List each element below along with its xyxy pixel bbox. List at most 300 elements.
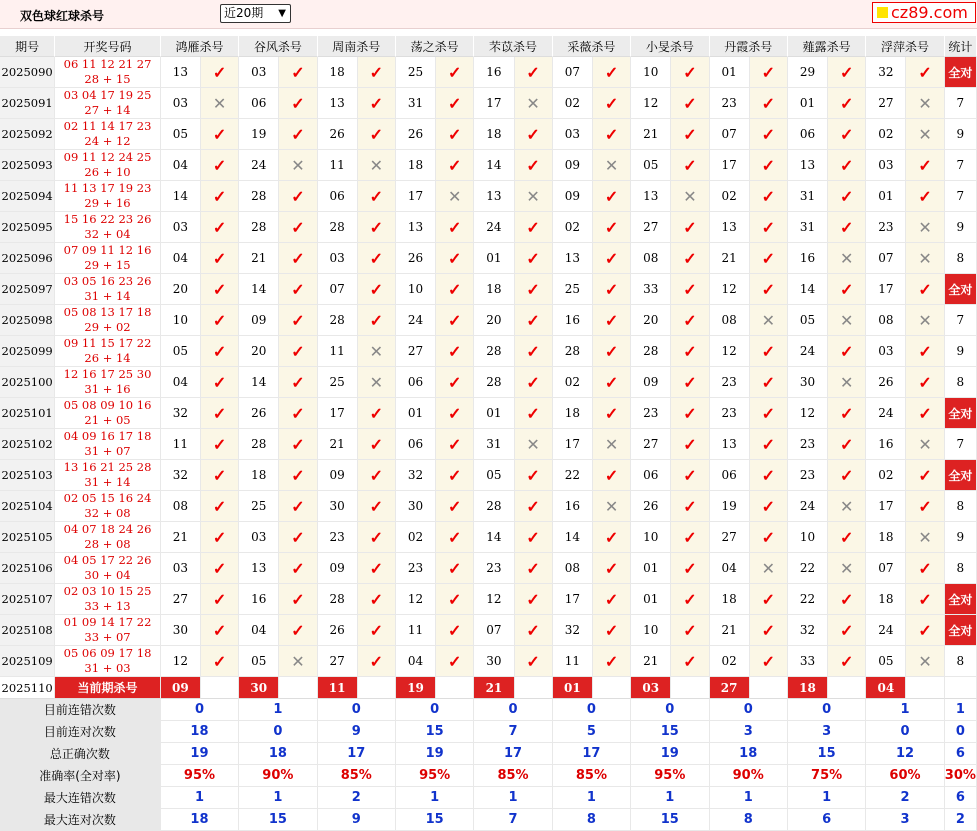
cross-icon: ✕ — [593, 150, 631, 181]
empty-cell — [906, 677, 944, 699]
summary-value: 15 — [396, 809, 474, 831]
summary-value: 3 — [866, 809, 944, 831]
check-icon: ✓ — [828, 646, 866, 677]
check-icon: ✓ — [515, 584, 553, 615]
kill-number-cell: 24 — [474, 212, 514, 243]
kill-number-cell: 20 — [631, 305, 671, 336]
kill-number-cell: 33 — [788, 646, 828, 677]
kill-number-cell: 28 — [631, 336, 671, 367]
kill-number-cell: 23 — [710, 88, 750, 119]
table-row — [0, 646, 977, 677]
check-icon: ✓ — [750, 398, 788, 429]
table-row — [0, 522, 977, 553]
kill-number-cell: 26 — [396, 243, 436, 274]
cross-icon: ✕ — [279, 150, 317, 181]
kill-number-cell: 17 — [553, 584, 593, 615]
check-icon: ✓ — [671, 88, 709, 119]
kill-number-cell: 14 — [553, 522, 593, 553]
kill-number-cell: 18 — [553, 398, 593, 429]
kill-number-cell: 13 — [710, 429, 750, 460]
summary-value: 0 — [631, 699, 709, 721]
check-icon: ✓ — [906, 150, 944, 181]
kill-number-cell: 03 — [318, 243, 358, 274]
empty-cell — [279, 677, 317, 699]
col-header-expert[interactable]: 芣苡杀号 — [474, 36, 552, 57]
check-icon: ✓ — [593, 88, 631, 119]
check-icon: ✓ — [279, 336, 317, 367]
summary-value: 1 — [239, 699, 317, 721]
check-icon: ✓ — [279, 460, 317, 491]
table-row — [0, 460, 977, 491]
col-header-expert[interactable]: 小旻杀号 — [631, 36, 709, 57]
kill-number-cell: 30 — [396, 491, 436, 522]
site-logo[interactable] — [872, 2, 976, 23]
check-icon: ✓ — [436, 367, 474, 398]
summary-label: 最大连错次数 — [0, 787, 161, 809]
cross-icon: ✕ — [358, 336, 396, 367]
col-header-expert[interactable]: 鸿雁杀号 — [161, 36, 239, 57]
check-icon: ✓ — [515, 460, 553, 491]
check-icon: ✓ — [436, 336, 474, 367]
summary-value: 0 — [396, 699, 474, 721]
kill-number-table — [0, 36, 977, 831]
kill-number-cell: 18 — [239, 460, 279, 491]
col-header-expert[interactable]: 丹霞杀号 — [710, 36, 788, 57]
issue-cell: 2025108 — [0, 615, 55, 646]
kill-number-cell: 14 — [239, 274, 279, 305]
kill-number-cell: 05 — [474, 460, 514, 491]
kill-number-cell: 16 — [474, 57, 514, 88]
kill-number-cell: 30 — [161, 615, 201, 646]
issue-cell: 2025098 — [0, 305, 55, 336]
kill-number-cell: 06 — [318, 181, 358, 212]
issue-cell: 2025107 — [0, 584, 55, 615]
summary-value: 17 — [553, 743, 631, 765]
kill-number-cell: 07 — [318, 274, 358, 305]
current-kill-number: 09 — [161, 677, 201, 699]
check-icon: ✓ — [436, 584, 474, 615]
check-icon: ✓ — [436, 212, 474, 243]
summary-stat: 1 — [945, 699, 977, 721]
kill-number-cell: 08 — [161, 491, 201, 522]
kill-number-cell: 20 — [239, 336, 279, 367]
check-icon: ✓ — [671, 522, 709, 553]
summary-value: 0 — [474, 699, 552, 721]
page-title: 双色球红球杀号 — [20, 9, 105, 23]
kill-number-cell: 16 — [788, 243, 828, 274]
kill-number-cell: 04 — [161, 367, 201, 398]
summary-value: 1 — [631, 787, 709, 809]
kill-number-cell: 04 — [161, 150, 201, 181]
kill-number-cell: 10 — [631, 522, 671, 553]
check-icon: ✓ — [671, 429, 709, 460]
summary-value: 12 — [866, 743, 944, 765]
draw-numbers-cell: 04 07 18 24 26 28 + 08 — [55, 522, 161, 553]
col-header-draw[interactable]: 开奖号码 — [55, 36, 161, 57]
summary-value: 2 — [866, 787, 944, 809]
summary-value: 1 — [788, 787, 866, 809]
check-icon: ✓ — [906, 367, 944, 398]
col-header-expert[interactable]: 浮萍杀号 — [866, 36, 944, 57]
check-icon: ✓ — [828, 460, 866, 491]
table-row — [0, 274, 977, 305]
check-icon: ✓ — [436, 274, 474, 305]
check-icon: ✓ — [279, 553, 317, 584]
issue-cell: 2025109 — [0, 646, 55, 677]
check-icon: ✓ — [906, 460, 944, 491]
kill-number-cell: 21 — [631, 646, 671, 677]
kill-number-cell: 10 — [396, 274, 436, 305]
kill-number-cell: 23 — [788, 429, 828, 460]
kill-number-cell: 11 — [161, 429, 201, 460]
kill-number-cell: 31 — [396, 88, 436, 119]
cross-icon: ✕ — [515, 429, 553, 460]
current-kill-number: 30 — [239, 677, 279, 699]
draw-numbers-cell: 03 04 17 19 25 27 + 14 — [55, 88, 161, 119]
check-icon: ✓ — [358, 212, 396, 243]
table-row — [0, 336, 977, 367]
check-icon: ✓ — [201, 553, 239, 584]
summary-value: 95% — [161, 765, 239, 787]
summary-value: 5 — [553, 721, 631, 743]
summary-label: 最大连对次数 — [0, 809, 161, 831]
kill-number-cell: 04 — [161, 243, 201, 274]
kill-number-cell: 02 — [710, 181, 750, 212]
kill-number-cell: 02 — [553, 367, 593, 398]
kill-number-cell: 32 — [553, 615, 593, 646]
cross-icon: ✕ — [358, 367, 396, 398]
check-icon: ✓ — [279, 243, 317, 274]
check-icon: ✓ — [593, 367, 631, 398]
check-icon: ✓ — [358, 429, 396, 460]
check-icon: ✓ — [436, 429, 474, 460]
kill-number-cell: 07 — [474, 615, 514, 646]
kill-number-cell: 13 — [553, 243, 593, 274]
cross-icon: ✕ — [436, 181, 474, 212]
stat-cell: 9 — [945, 336, 977, 367]
check-icon: ✓ — [593, 398, 631, 429]
kill-number-cell: 03 — [161, 212, 201, 243]
check-icon: ✓ — [828, 88, 866, 119]
kill-number-cell: 18 — [710, 584, 750, 615]
kill-number-cell: 28 — [239, 181, 279, 212]
cross-icon: ✕ — [201, 88, 239, 119]
kill-number-cell: 17 — [396, 181, 436, 212]
check-icon: ✓ — [593, 274, 631, 305]
check-icon: ✓ — [750, 615, 788, 646]
check-icon: ✓ — [671, 460, 709, 491]
kill-number-cell: 07 — [866, 553, 906, 584]
kill-number-cell: 16 — [866, 429, 906, 460]
empty-cell — [671, 677, 709, 699]
check-icon: ✓ — [750, 646, 788, 677]
kill-number-cell: 04 — [396, 646, 436, 677]
draw-numbers-cell: 05 08 09 10 16 21 + 05 — [55, 398, 161, 429]
issue-cell: 2025103 — [0, 460, 55, 491]
draw-numbers-cell: 11 13 17 19 23 29 + 16 — [55, 181, 161, 212]
table-row — [0, 367, 977, 398]
summary-label: 目前连错次数 — [0, 699, 161, 721]
col-header-expert[interactable]: 荡之杀号 — [396, 36, 474, 57]
check-icon: ✓ — [201, 150, 239, 181]
check-icon: ✓ — [201, 398, 239, 429]
kill-number-cell: 12 — [710, 274, 750, 305]
check-icon: ✓ — [671, 491, 709, 522]
kill-number-cell: 28 — [553, 336, 593, 367]
check-icon: ✓ — [201, 243, 239, 274]
check-icon: ✓ — [201, 336, 239, 367]
kill-number-cell: 28 — [318, 212, 358, 243]
kill-number-cell: 05 — [788, 305, 828, 336]
summary-value: 15 — [788, 743, 866, 765]
table-row — [0, 150, 977, 181]
issue-cell: 2025096 — [0, 243, 55, 274]
check-icon: ✓ — [515, 305, 553, 336]
stat-cell: 7 — [945, 181, 977, 212]
cross-icon: ✕ — [358, 150, 396, 181]
col-header-expert[interactable]: 周南杀号 — [318, 36, 396, 57]
check-icon: ✓ — [279, 429, 317, 460]
summary-label: 目前连对次数 — [0, 721, 161, 743]
table-row — [0, 57, 977, 88]
kill-number-cell: 05 — [161, 336, 201, 367]
kill-number-cell: 30 — [318, 491, 358, 522]
kill-number-cell: 22 — [788, 553, 828, 584]
current-period-row — [0, 677, 977, 699]
table-header-row — [0, 36, 977, 57]
kill-number-cell: 28 — [239, 212, 279, 243]
kill-number-cell: 30 — [474, 646, 514, 677]
period-select[interactable] — [220, 4, 291, 23]
summary-value: 1 — [710, 787, 788, 809]
draw-numbers-cell: 09 11 15 17 22 26 + 14 — [55, 336, 161, 367]
check-icon: ✓ — [750, 367, 788, 398]
kill-number-cell: 03 — [553, 119, 593, 150]
summary-value: 0 — [788, 699, 866, 721]
summary-value: 1 — [396, 787, 474, 809]
current-kill-number: 11 — [318, 677, 358, 699]
kill-number-cell: 23 — [396, 553, 436, 584]
check-icon: ✓ — [593, 243, 631, 274]
check-icon: ✓ — [279, 57, 317, 88]
check-icon: ✓ — [201, 181, 239, 212]
summary-label: 总正确次数 — [0, 743, 161, 765]
issue-cell: 2025091 — [0, 88, 55, 119]
check-icon: ✓ — [906, 336, 944, 367]
kill-number-cell: 12 — [788, 398, 828, 429]
kill-number-cell: 14 — [161, 181, 201, 212]
kill-number-cell: 14 — [788, 274, 828, 305]
kill-number-cell: 01 — [631, 584, 671, 615]
draw-numbers-cell: 09 11 12 24 25 26 + 10 — [55, 150, 161, 181]
kill-number-cell: 06 — [239, 88, 279, 119]
stat-cell: 8 — [945, 553, 977, 584]
kill-number-cell: 28 — [318, 305, 358, 336]
table-row — [0, 584, 977, 615]
check-icon: ✓ — [201, 615, 239, 646]
check-icon: ✓ — [515, 212, 553, 243]
summary-value: 0 — [553, 699, 631, 721]
check-icon: ✓ — [593, 119, 631, 150]
summary-value: 18 — [161, 721, 239, 743]
col-header-issue[interactable]: 期号 — [0, 36, 55, 57]
kill-number-cell: 01 — [631, 553, 671, 584]
draw-numbers-cell: 03 05 16 23 26 31 + 14 — [55, 274, 161, 305]
check-icon: ✓ — [750, 491, 788, 522]
kill-number-cell: 01 — [474, 398, 514, 429]
kill-number-cell: 31 — [474, 429, 514, 460]
kill-number-cell: 25 — [239, 491, 279, 522]
check-icon: ✓ — [279, 367, 317, 398]
table-row — [0, 553, 977, 584]
kill-number-cell: 03 — [866, 150, 906, 181]
cross-icon: ✕ — [906, 88, 944, 119]
kill-number-cell: 02 — [553, 212, 593, 243]
kill-number-cell: 02 — [710, 646, 750, 677]
check-icon: ✓ — [279, 615, 317, 646]
check-icon: ✓ — [515, 119, 553, 150]
check-icon: ✓ — [593, 305, 631, 336]
stat-cell: 全对 — [945, 460, 977, 491]
draw-numbers-cell: 05 06 09 17 18 31 + 03 — [55, 646, 161, 677]
kill-number-cell: 11 — [396, 615, 436, 646]
summary-value: 15 — [631, 809, 709, 831]
col-header-expert[interactable]: 采薇杀号 — [553, 36, 631, 57]
check-icon: ✓ — [671, 305, 709, 336]
check-icon: ✓ — [828, 57, 866, 88]
check-icon: ✓ — [906, 274, 944, 305]
check-icon: ✓ — [906, 615, 944, 646]
kill-number-cell: 21 — [161, 522, 201, 553]
col-header-stat[interactable]: 统计 — [945, 36, 977, 57]
check-icon: ✓ — [279, 398, 317, 429]
check-icon: ✓ — [671, 584, 709, 615]
issue-cell: 2025095 — [0, 212, 55, 243]
kill-number-cell: 18 — [866, 522, 906, 553]
stat-cell: 全对 — [945, 57, 977, 88]
check-icon: ✓ — [593, 460, 631, 491]
stat-cell: 9 — [945, 212, 977, 243]
kill-number-cell: 25 — [396, 57, 436, 88]
summary-value: 1 — [866, 699, 944, 721]
kill-number-cell: 08 — [553, 553, 593, 584]
draw-numbers-cell: 02 11 14 17 23 24 + 12 — [55, 119, 161, 150]
issue-cell: 2025092 — [0, 119, 55, 150]
kill-number-cell: 21 — [710, 615, 750, 646]
kill-number-cell: 11 — [318, 336, 358, 367]
kill-number-cell: 18 — [396, 150, 436, 181]
kill-number-cell: 17 — [866, 274, 906, 305]
check-icon: ✓ — [201, 305, 239, 336]
check-icon: ✓ — [750, 584, 788, 615]
check-icon: ✓ — [593, 181, 631, 212]
site-logo-text: cz89.com — [891, 3, 968, 22]
kill-number-cell: 01 — [788, 88, 828, 119]
summary-value: 18 — [710, 743, 788, 765]
kill-number-cell: 11 — [318, 150, 358, 181]
check-icon: ✓ — [750, 429, 788, 460]
kill-number-cell: 13 — [631, 181, 671, 212]
kill-number-cell: 23 — [710, 367, 750, 398]
issue-cell: 2025099 — [0, 336, 55, 367]
kill-number-cell: 05 — [161, 119, 201, 150]
check-icon: ✓ — [279, 181, 317, 212]
kill-number-cell: 27 — [631, 212, 671, 243]
table-row — [0, 212, 977, 243]
kill-number-cell: 09 — [318, 553, 358, 584]
summary-value: 19 — [396, 743, 474, 765]
cross-icon: ✕ — [828, 243, 866, 274]
kill-number-cell: 27 — [396, 336, 436, 367]
kill-number-cell: 27 — [631, 429, 671, 460]
cross-icon: ✕ — [906, 119, 944, 150]
check-icon: ✓ — [671, 553, 709, 584]
col-header-expert[interactable]: 谷风杀号 — [239, 36, 317, 57]
kill-number-cell: 28 — [318, 584, 358, 615]
col-header-expert[interactable]: 薤露杀号 — [788, 36, 866, 57]
kill-number-cell: 26 — [318, 119, 358, 150]
current-period-label: 当前期杀号 — [55, 677, 161, 699]
cross-icon: ✕ — [593, 429, 631, 460]
kill-number-cell: 32 — [396, 460, 436, 491]
kill-number-cell: 06 — [788, 119, 828, 150]
check-icon: ✓ — [906, 181, 944, 212]
check-icon: ✓ — [515, 491, 553, 522]
summary-value: 2 — [318, 787, 396, 809]
current-kill-number: 03 — [631, 677, 671, 699]
summary-stat: 6 — [945, 787, 977, 809]
check-icon: ✓ — [593, 336, 631, 367]
kill-number-cell: 23 — [866, 212, 906, 243]
check-icon: ✓ — [593, 212, 631, 243]
kill-number-cell: 21 — [631, 119, 671, 150]
check-icon: ✓ — [671, 336, 709, 367]
empty-cell — [750, 677, 788, 699]
kill-number-cell: 26 — [631, 491, 671, 522]
check-icon: ✓ — [436, 119, 474, 150]
summary-value: 8 — [710, 809, 788, 831]
kill-number-cell: 10 — [631, 615, 671, 646]
check-icon: ✓ — [436, 491, 474, 522]
check-icon: ✓ — [828, 398, 866, 429]
current-kill-number: 27 — [710, 677, 750, 699]
kill-number-cell: 06 — [396, 367, 436, 398]
check-icon: ✓ — [750, 88, 788, 119]
empty-cell — [945, 677, 977, 699]
kill-number-cell: 01 — [866, 181, 906, 212]
check-icon: ✓ — [279, 491, 317, 522]
kill-number-cell: 17 — [474, 88, 514, 119]
kill-number-cell: 01 — [710, 57, 750, 88]
check-icon: ✓ — [436, 460, 474, 491]
kill-number-cell: 25 — [318, 367, 358, 398]
issue-cell: 2025110 — [0, 677, 55, 699]
check-icon: ✓ — [358, 491, 396, 522]
summary-value: 0 — [239, 721, 317, 743]
summary-stat: 2 — [945, 809, 977, 831]
check-icon: ✓ — [436, 243, 474, 274]
stat-cell: 全对 — [945, 584, 977, 615]
kill-number-cell: 26 — [239, 398, 279, 429]
kill-number-cell: 32 — [161, 398, 201, 429]
check-icon: ✓ — [593, 57, 631, 88]
summary-value: 90% — [239, 765, 317, 787]
check-icon: ✓ — [515, 522, 553, 553]
kill-number-cell: 13 — [318, 88, 358, 119]
kill-number-cell: 27 — [866, 88, 906, 119]
check-icon: ✓ — [515, 243, 553, 274]
kill-number-cell: 11 — [553, 646, 593, 677]
